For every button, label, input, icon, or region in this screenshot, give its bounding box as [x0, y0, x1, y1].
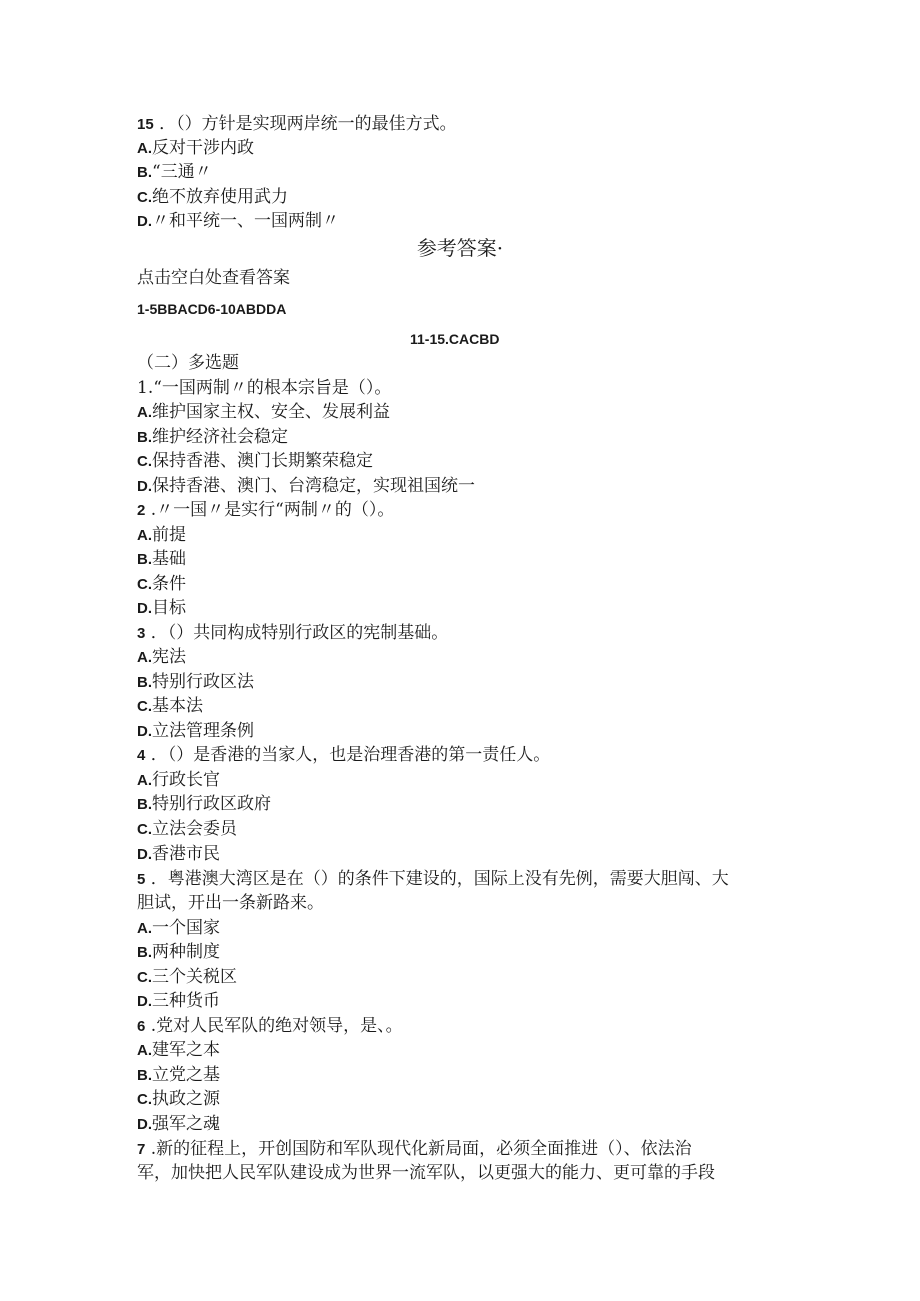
- option-a: [137, 138, 254, 159]
- option-letter: A.: [137, 140, 152, 157]
- option-c: [137, 1089, 220, 1110]
- question-3-stem: [137, 623, 448, 644]
- question-text: .新的征程上，开创国防和军队现代化新局面，必须全面推进（）、依法治: [150, 1139, 692, 1159]
- option-letter: B.: [137, 796, 152, 813]
- question-number: 7: [137, 1141, 146, 1158]
- question-2-stem: [137, 500, 394, 521]
- option-letter: D.: [137, 993, 152, 1010]
- question-number: 3: [137, 625, 146, 642]
- option-letter: A.: [137, 1042, 152, 1059]
- option-d: [137, 721, 254, 742]
- option-c: [137, 819, 237, 840]
- option-b: [137, 427, 288, 448]
- option-text: 基础: [152, 549, 186, 569]
- option-text: 两种制度: [152, 942, 220, 962]
- option-letter: B.: [137, 944, 152, 961]
- option-text: 强军之魂: [152, 1114, 220, 1134]
- option-letter: C.: [137, 189, 152, 206]
- option-text: 保持香港、澳门、台湾稳定，实现祖国统一: [152, 476, 475, 496]
- question-text: ．（）共同构成特别行政区的宪制基础。: [150, 623, 449, 643]
- option-c: [137, 696, 203, 717]
- option-b: [137, 942, 220, 963]
- option-letter: B.: [137, 674, 152, 691]
- option-letter: B.: [137, 1067, 152, 1084]
- option-letter: D.: [137, 723, 152, 740]
- option-b: [137, 549, 186, 570]
- option-b: [137, 1065, 220, 1086]
- option-d: [137, 476, 475, 497]
- option-letter: C.: [137, 1091, 152, 1108]
- question-5-stem-continued: 胆试，开出一条新路来。: [137, 893, 324, 913]
- question-text: ．（）方针是实现两岸统一的最佳方式。: [159, 114, 457, 134]
- option-letter: C.: [137, 821, 152, 838]
- option-text: 基本法: [152, 696, 203, 716]
- option-text: 目标: [152, 598, 186, 618]
- option-letter: C.: [137, 969, 152, 986]
- question-15-stem: [137, 114, 457, 135]
- option-text: 执政之源: [152, 1089, 220, 1109]
- option-b: [137, 672, 254, 693]
- question-number: 4: [137, 747, 146, 764]
- option-d: [137, 598, 186, 619]
- option-letter: D.: [137, 478, 152, 495]
- option-a: [137, 402, 390, 423]
- option-text: 前提: [152, 525, 186, 545]
- option-text: 维护国家主权、安全、发展利益: [152, 402, 390, 422]
- answer-key-11-15: 11-15.CACBD: [410, 331, 500, 347]
- option-text: 特别行政区政府: [152, 794, 271, 814]
- option-b: [137, 162, 212, 183]
- option-text: 三种货币: [152, 991, 220, 1011]
- option-text: 特别行政区法: [152, 672, 254, 692]
- question-text: ．（）是香港的当家人，也是治理香港的第一责任人。: [150, 745, 551, 765]
- answer-key-1-10: 1-5BBACD6-10ABDDA: [137, 301, 287, 317]
- option-a: [137, 647, 186, 668]
- option-text: 建军之本: [152, 1040, 220, 1060]
- question-text: ．粤港澳大湾区是在（）的条件下建设的，国际上没有先例，需要大胆闯、大: [150, 869, 729, 889]
- option-d: [137, 991, 220, 1012]
- answers-hint[interactable]: 点击空白处查看答案: [137, 268, 290, 288]
- option-letter: D.: [137, 1116, 152, 1133]
- question-7-stem-continued: 军，加快把人民军队建设成为世界一流军队，以更强大的能力、更可靠的手段: [137, 1163, 715, 1183]
- option-text: 条件: [152, 574, 186, 594]
- option-text: 立法会委员: [152, 819, 237, 839]
- question-5-stem: [137, 869, 729, 890]
- option-letter: A.: [137, 404, 152, 421]
- option-text: 宪法: [152, 647, 186, 667]
- option-text: 〃和平统一、一国两制〃: [152, 211, 339, 231]
- option-a: [137, 770, 220, 791]
- option-text: 保持香港、澳门长期繁荣稳定: [152, 451, 373, 471]
- question-number: 5: [137, 871, 146, 888]
- option-text: 一个国家: [152, 918, 220, 938]
- option-text: 立党之基: [152, 1065, 220, 1085]
- option-c: [137, 967, 237, 988]
- answers-heading: 参考答案·: [416, 236, 504, 260]
- option-letter: C.: [137, 576, 152, 593]
- question-text: .党对人民军队的绝对领导，是、。: [150, 1016, 403, 1036]
- question-7-stem: [137, 1139, 692, 1160]
- option-b: [137, 794, 271, 815]
- option-text: “三通〃: [152, 162, 212, 182]
- option-c: [137, 451, 373, 472]
- option-letter: C.: [137, 453, 152, 470]
- option-letter: A.: [137, 772, 152, 789]
- option-text: 反对干涉内政: [152, 138, 254, 158]
- option-letter: A.: [137, 527, 152, 544]
- question-text: .〃一国〃是实行“两制〃的（）。: [150, 500, 395, 520]
- option-a: [137, 525, 186, 546]
- option-text: 维护经济社会稳定: [152, 427, 288, 447]
- option-c: [137, 187, 288, 208]
- option-letter: A.: [137, 649, 152, 666]
- option-text: 立法管理条例: [152, 721, 254, 741]
- option-letter: B.: [137, 551, 152, 568]
- question-number: 6: [137, 1018, 146, 1035]
- question-number: 15: [137, 116, 154, 133]
- question-number: 2: [137, 502, 146, 519]
- option-a: [137, 1040, 220, 1061]
- option-letter: A.: [137, 920, 152, 937]
- question-1-stem: 1.“一国两制〃的根本宗旨是（）。: [137, 378, 392, 398]
- option-c: [137, 574, 186, 595]
- option-text: 三个关税区: [152, 967, 237, 987]
- option-text: 行政长官: [152, 770, 220, 790]
- option-letter: C.: [137, 698, 152, 715]
- option-letter: B.: [137, 164, 152, 181]
- option-d: [137, 1114, 220, 1135]
- question-6-stem: [137, 1016, 403, 1037]
- option-letter: B.: [137, 429, 152, 446]
- option-letter: D.: [137, 600, 152, 617]
- option-d: [137, 844, 220, 865]
- question-4-stem: [137, 745, 550, 766]
- option-d: [137, 211, 339, 232]
- option-text: 香港市民: [152, 844, 220, 864]
- option-a: [137, 918, 220, 939]
- option-text: 绝不放弃使用武力: [152, 187, 288, 207]
- option-letter: D.: [137, 213, 152, 230]
- option-letter: D.: [137, 846, 152, 863]
- section-title: （二）多选题: [137, 353, 239, 373]
